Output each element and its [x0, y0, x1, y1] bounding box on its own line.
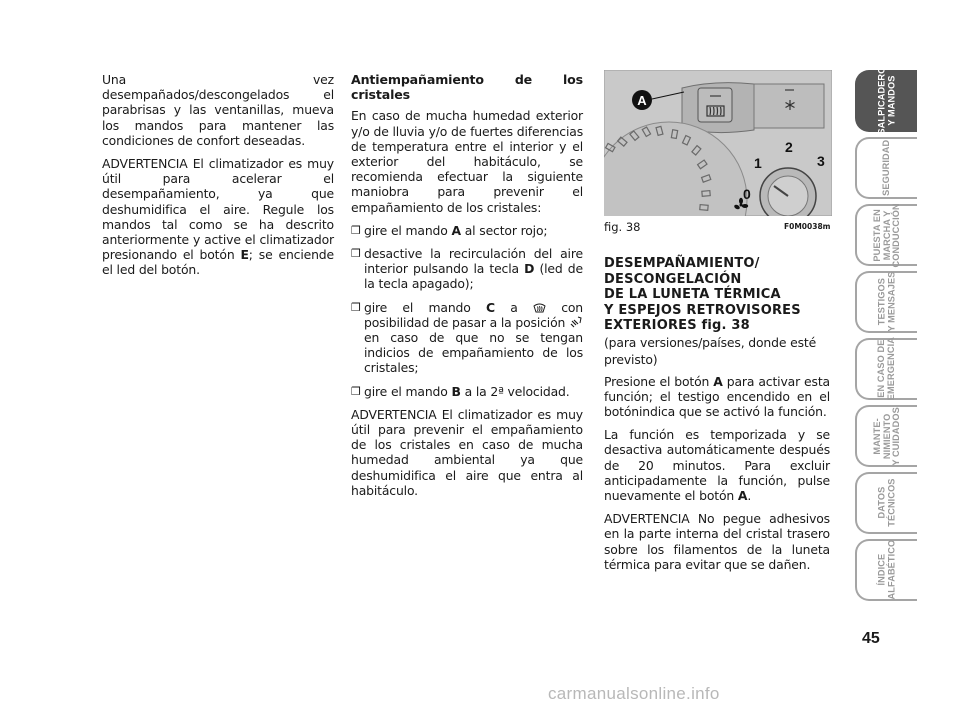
- paragraph-advertencia-3: ADVERTENCIA No pegue adhesivos en la parte interna del cristal trasero sobre los filamentos de la luneta térmica para evitar que se dañen.: [604, 511, 830, 572]
- watermark: carmanualsonline.info: [548, 684, 720, 703]
- rear-window-button[interactable]: [698, 88, 732, 122]
- tab-seguridad[interactable]: SEGURIDAD: [855, 137, 917, 199]
- paragraph-advertencia-2: ADVERTENCIA El climatizador es muy útil para prevenir el empañamiento de los cristales en caso de mucha humedad ambiental ya que deshumidifica el aire que entra al habitáculo.: [351, 406, 583, 498]
- paragraph-advertencia-1: ADVERTENCIA El climatizador es muy útil para acelerar el desempañamiento, ya que deshumidifica el aire. Regule los mandos tal como se ha descrito anteriormente y active el climatizador presionando el botón E; se enciende el led del botón.: [102, 156, 334, 278]
- tab-salpicadero-y-mandos[interactable]: SALPICADERO Y MANDOS: [855, 70, 917, 132]
- paragraph-press-button: Presione el botón A para activar esta función; el testigo encendido en el botónindica que se activó la función.: [604, 373, 830, 419]
- figure-caption: fig. 38: [604, 220, 641, 234]
- fan-speed-label-3: 3: [817, 153, 825, 169]
- tab-puesta-en-marcha[interactable]: PUESTA EN MARCHA Y CONDUCCIÓN: [855, 204, 917, 266]
- checkbox-bullet-icon: ❒: [351, 384, 361, 398]
- checkbox-bullet-icon: ❒: [351, 300, 361, 314]
- list-item: ❒ gire el mando A al sector rojo;: [351, 222, 548, 238]
- windshield-feet-icon: [569, 316, 583, 329]
- tab-en-caso-de-emergencia[interactable]: EN CASO DE EMERGENCIA: [855, 338, 917, 400]
- tab-indice-alfabetico[interactable]: ÍNDICE ALFABÉTICO: [855, 539, 917, 601]
- tab-datos-tecnicos[interactable]: DATOS TÉCNICOS: [855, 472, 917, 534]
- section-subtitle: (para versiones/países, donde esté previsto): [604, 334, 817, 367]
- tab-testigos-y-mensajes[interactable]: TESTIGOS Y MENSAJES: [855, 271, 917, 333]
- callout-a-label: A: [637, 93, 647, 108]
- tab-mantenimiento[interactable]: MANTE- NIMIENTO Y CUIDADOS: [855, 405, 917, 467]
- dashboard-control-figure: [604, 70, 832, 216]
- fan-speed-label-2: 2: [785, 139, 793, 155]
- paragraph-intro: En caso de mucha humedad exterior y/o de lluvia y/o de fuertes diferencias de temperatura entre el interior y el exterior del habitáculo, se recomienda efectuar la siguiente maniobra para prevenir el empañamiento de los cristales:: [351, 108, 583, 215]
- figure-code: F0M0038m: [784, 222, 831, 231]
- checkbox-bullet-icon: ❒: [351, 223, 361, 237]
- fan-speed-label-0: 0: [743, 186, 751, 202]
- page-number: 45: [862, 630, 880, 647]
- text-column-1: [102, 72, 334, 286]
- paragraph-timer: La función es temporizada y se desactiva automáticamente después de 20 minutos. Para excluir anticipadamente la función, pulse nuevamente el botón A.: [604, 427, 830, 503]
- list-item: ❒ desactive la recirculación del aire interior pulsando la tecla D (led de la tecla apagado);: [351, 246, 583, 292]
- list-item: ❒ gire el mando C a con posibilidad de pasar a la posición en caso de que no se tengan indicios de empañamiento de los cristales;: [351, 299, 583, 376]
- list-item: ❒ gire el mando B a la 2ª velocidad.: [351, 383, 570, 399]
- section-heading-antiempanamiento: Antiempañamiento de los cristales: [351, 72, 583, 103]
- text-column-2: [351, 72, 583, 506]
- paragraph-comfort: Una vez desempañados/descongelados el parabrisas y las ventanillas, mueva los mandos para mantener las condiciones de confort deseadas.: [102, 72, 334, 148]
- section-title-desempanamiento: DESEMPAÑAMIENTO/ DESCONGELACIÓN DE LA LUNETA TÉRMICA Y ESPEJOS RETROVISORES EXTERIORES fig. 38: [604, 256, 801, 333]
- text-column-3: [604, 256, 830, 580]
- fan-speed-label-1: 1: [754, 155, 762, 171]
- windshield-defrost-icon: [533, 302, 546, 313]
- checkbox-bullet-icon: ❒: [351, 247, 361, 261]
- chapter-tabs: [855, 67, 917, 606]
